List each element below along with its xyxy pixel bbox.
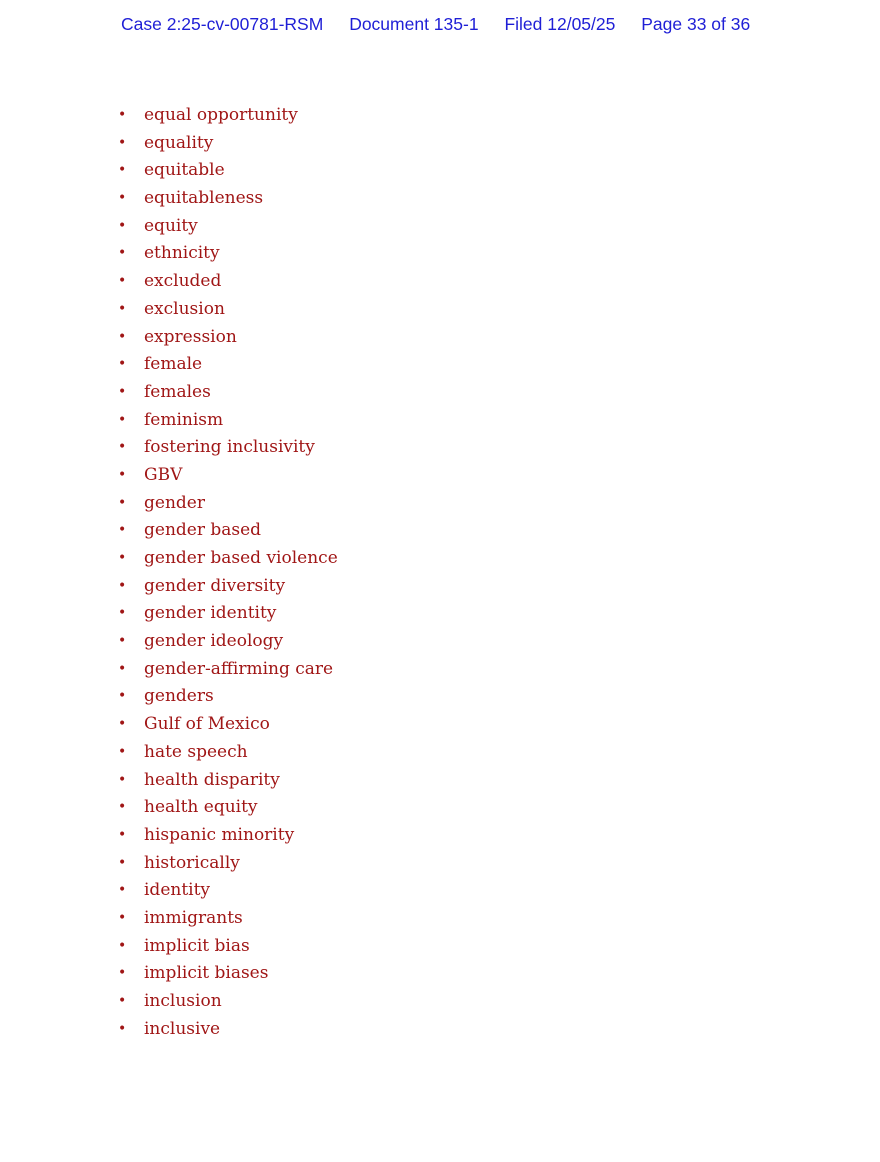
bullet-icon: • bbox=[118, 771, 127, 788]
bullet-icon: • bbox=[118, 328, 127, 345]
list-item bbox=[114, 600, 338, 628]
bullet-icon: • bbox=[118, 993, 127, 1009]
term-list bbox=[114, 102, 338, 1043]
bullet-icon: • bbox=[118, 716, 127, 733]
term-text: identity bbox=[144, 880, 211, 901]
bullet-icon: • bbox=[118, 190, 127, 207]
bullet-icon: • bbox=[118, 383, 127, 400]
document-number: Document 135-1 bbox=[349, 14, 479, 34]
term-text: gender ideology bbox=[144, 631, 284, 652]
term-text: equity bbox=[144, 215, 198, 236]
bullet-icon: • bbox=[118, 909, 127, 926]
bullet-icon: • bbox=[118, 826, 127, 843]
term-text: gender identity bbox=[144, 603, 277, 624]
term-text: inclusion bbox=[144, 991, 222, 1011]
list-item bbox=[114, 767, 338, 795]
term-text: equal opportunity bbox=[144, 105, 298, 125]
list-item bbox=[114, 185, 338, 213]
term-text: hate speech bbox=[144, 741, 248, 762]
term-text: gender-affirming care bbox=[144, 658, 334, 679]
term-text: gender diversity bbox=[144, 575, 286, 596]
bullet-icon: • bbox=[118, 107, 127, 123]
list-item bbox=[114, 739, 338, 767]
term-text: females bbox=[144, 381, 211, 402]
case-header bbox=[121, 14, 801, 35]
list-item bbox=[114, 324, 338, 352]
list-item bbox=[114, 822, 338, 850]
list-item bbox=[114, 656, 338, 684]
term-text: inclusive bbox=[144, 1018, 221, 1039]
list-item bbox=[114, 268, 338, 296]
bullet-icon: • bbox=[118, 273, 127, 290]
bullet-icon: • bbox=[118, 688, 127, 705]
bullet-icon: • bbox=[118, 300, 127, 317]
bullet-icon: • bbox=[118, 466, 127, 483]
list-item bbox=[114, 351, 338, 379]
list-item bbox=[114, 130, 338, 158]
list-item bbox=[114, 545, 338, 573]
bullet-icon: • bbox=[118, 937, 127, 954]
term-text: feminism bbox=[144, 409, 224, 430]
term-text: expression bbox=[144, 326, 237, 347]
bullet-icon: • bbox=[118, 854, 127, 871]
bullet-icon: • bbox=[118, 965, 127, 982]
list-item bbox=[114, 490, 338, 518]
term-text: excluded bbox=[144, 271, 222, 292]
term-text: GBV bbox=[144, 464, 183, 485]
term-text: equality bbox=[144, 132, 214, 153]
term-text: equitable bbox=[144, 160, 225, 181]
list-item bbox=[114, 407, 338, 435]
term-text: gender bbox=[144, 492, 205, 513]
bullet-icon: • bbox=[118, 605, 127, 622]
list-item bbox=[114, 1016, 338, 1044]
term-text: Gulf of Mexico bbox=[144, 714, 270, 735]
term-text: historically bbox=[144, 852, 240, 873]
term-text: ethnicity bbox=[144, 243, 220, 264]
list-item bbox=[114, 628, 338, 656]
term-text: fostering inclusivity bbox=[144, 437, 315, 458]
list-item bbox=[114, 711, 338, 739]
term-text: exclusion bbox=[144, 298, 225, 319]
bullet-icon: • bbox=[118, 162, 127, 179]
term-text: implicit biases bbox=[144, 963, 269, 984]
bullet-icon: • bbox=[118, 550, 127, 566]
bullet-icon: • bbox=[118, 245, 127, 262]
list-item bbox=[114, 462, 338, 490]
filed-date: Filed 12/05/25 bbox=[504, 14, 616, 34]
bullet-icon: • bbox=[118, 411, 127, 428]
list-item bbox=[114, 517, 338, 545]
term-text: health disparity bbox=[144, 769, 280, 790]
list-item bbox=[114, 213, 338, 241]
bullet-icon: • bbox=[118, 633, 127, 650]
list-item bbox=[114, 240, 338, 268]
bullet-icon: • bbox=[118, 439, 127, 456]
term-text: hispanic minority bbox=[144, 824, 295, 845]
list-item bbox=[114, 933, 338, 961]
list-item bbox=[114, 794, 338, 822]
term-text: immigrants bbox=[144, 907, 243, 928]
bullet-icon: • bbox=[118, 660, 127, 677]
term-text: health equity bbox=[144, 797, 258, 818]
list-item bbox=[114, 877, 338, 905]
list-item bbox=[114, 683, 338, 711]
term-text: female bbox=[144, 354, 203, 375]
bullet-icon: • bbox=[118, 522, 127, 539]
bullet-icon: • bbox=[118, 1020, 127, 1037]
bullet-icon: • bbox=[118, 217, 127, 234]
list-item bbox=[114, 573, 338, 601]
term-text: gender based bbox=[144, 520, 262, 541]
term-text: equitableness bbox=[144, 188, 264, 209]
bullet-icon: • bbox=[118, 577, 127, 594]
bullet-icon: • bbox=[118, 356, 127, 373]
list-item bbox=[114, 960, 338, 988]
list-item bbox=[114, 988, 338, 1016]
term-text: implicit bias bbox=[144, 935, 250, 956]
list-item bbox=[114, 296, 338, 324]
term-text: gender based violence bbox=[144, 548, 338, 568]
case-number: Case 2:25-cv-00781-RSM bbox=[121, 14, 324, 34]
bullet-icon: • bbox=[118, 799, 127, 816]
bullet-icon: • bbox=[118, 494, 127, 511]
bullet-icon: • bbox=[118, 134, 127, 151]
page-number: Page 33 of 36 bbox=[641, 14, 751, 34]
bullet-icon: • bbox=[118, 743, 127, 760]
term-text: genders bbox=[144, 686, 214, 707]
list-item bbox=[114, 102, 338, 130]
list-item bbox=[114, 850, 338, 878]
list-item bbox=[114, 379, 338, 407]
list-item bbox=[114, 434, 338, 462]
list-item bbox=[114, 905, 338, 933]
list-item bbox=[114, 157, 338, 185]
bullet-icon: • bbox=[118, 882, 127, 899]
